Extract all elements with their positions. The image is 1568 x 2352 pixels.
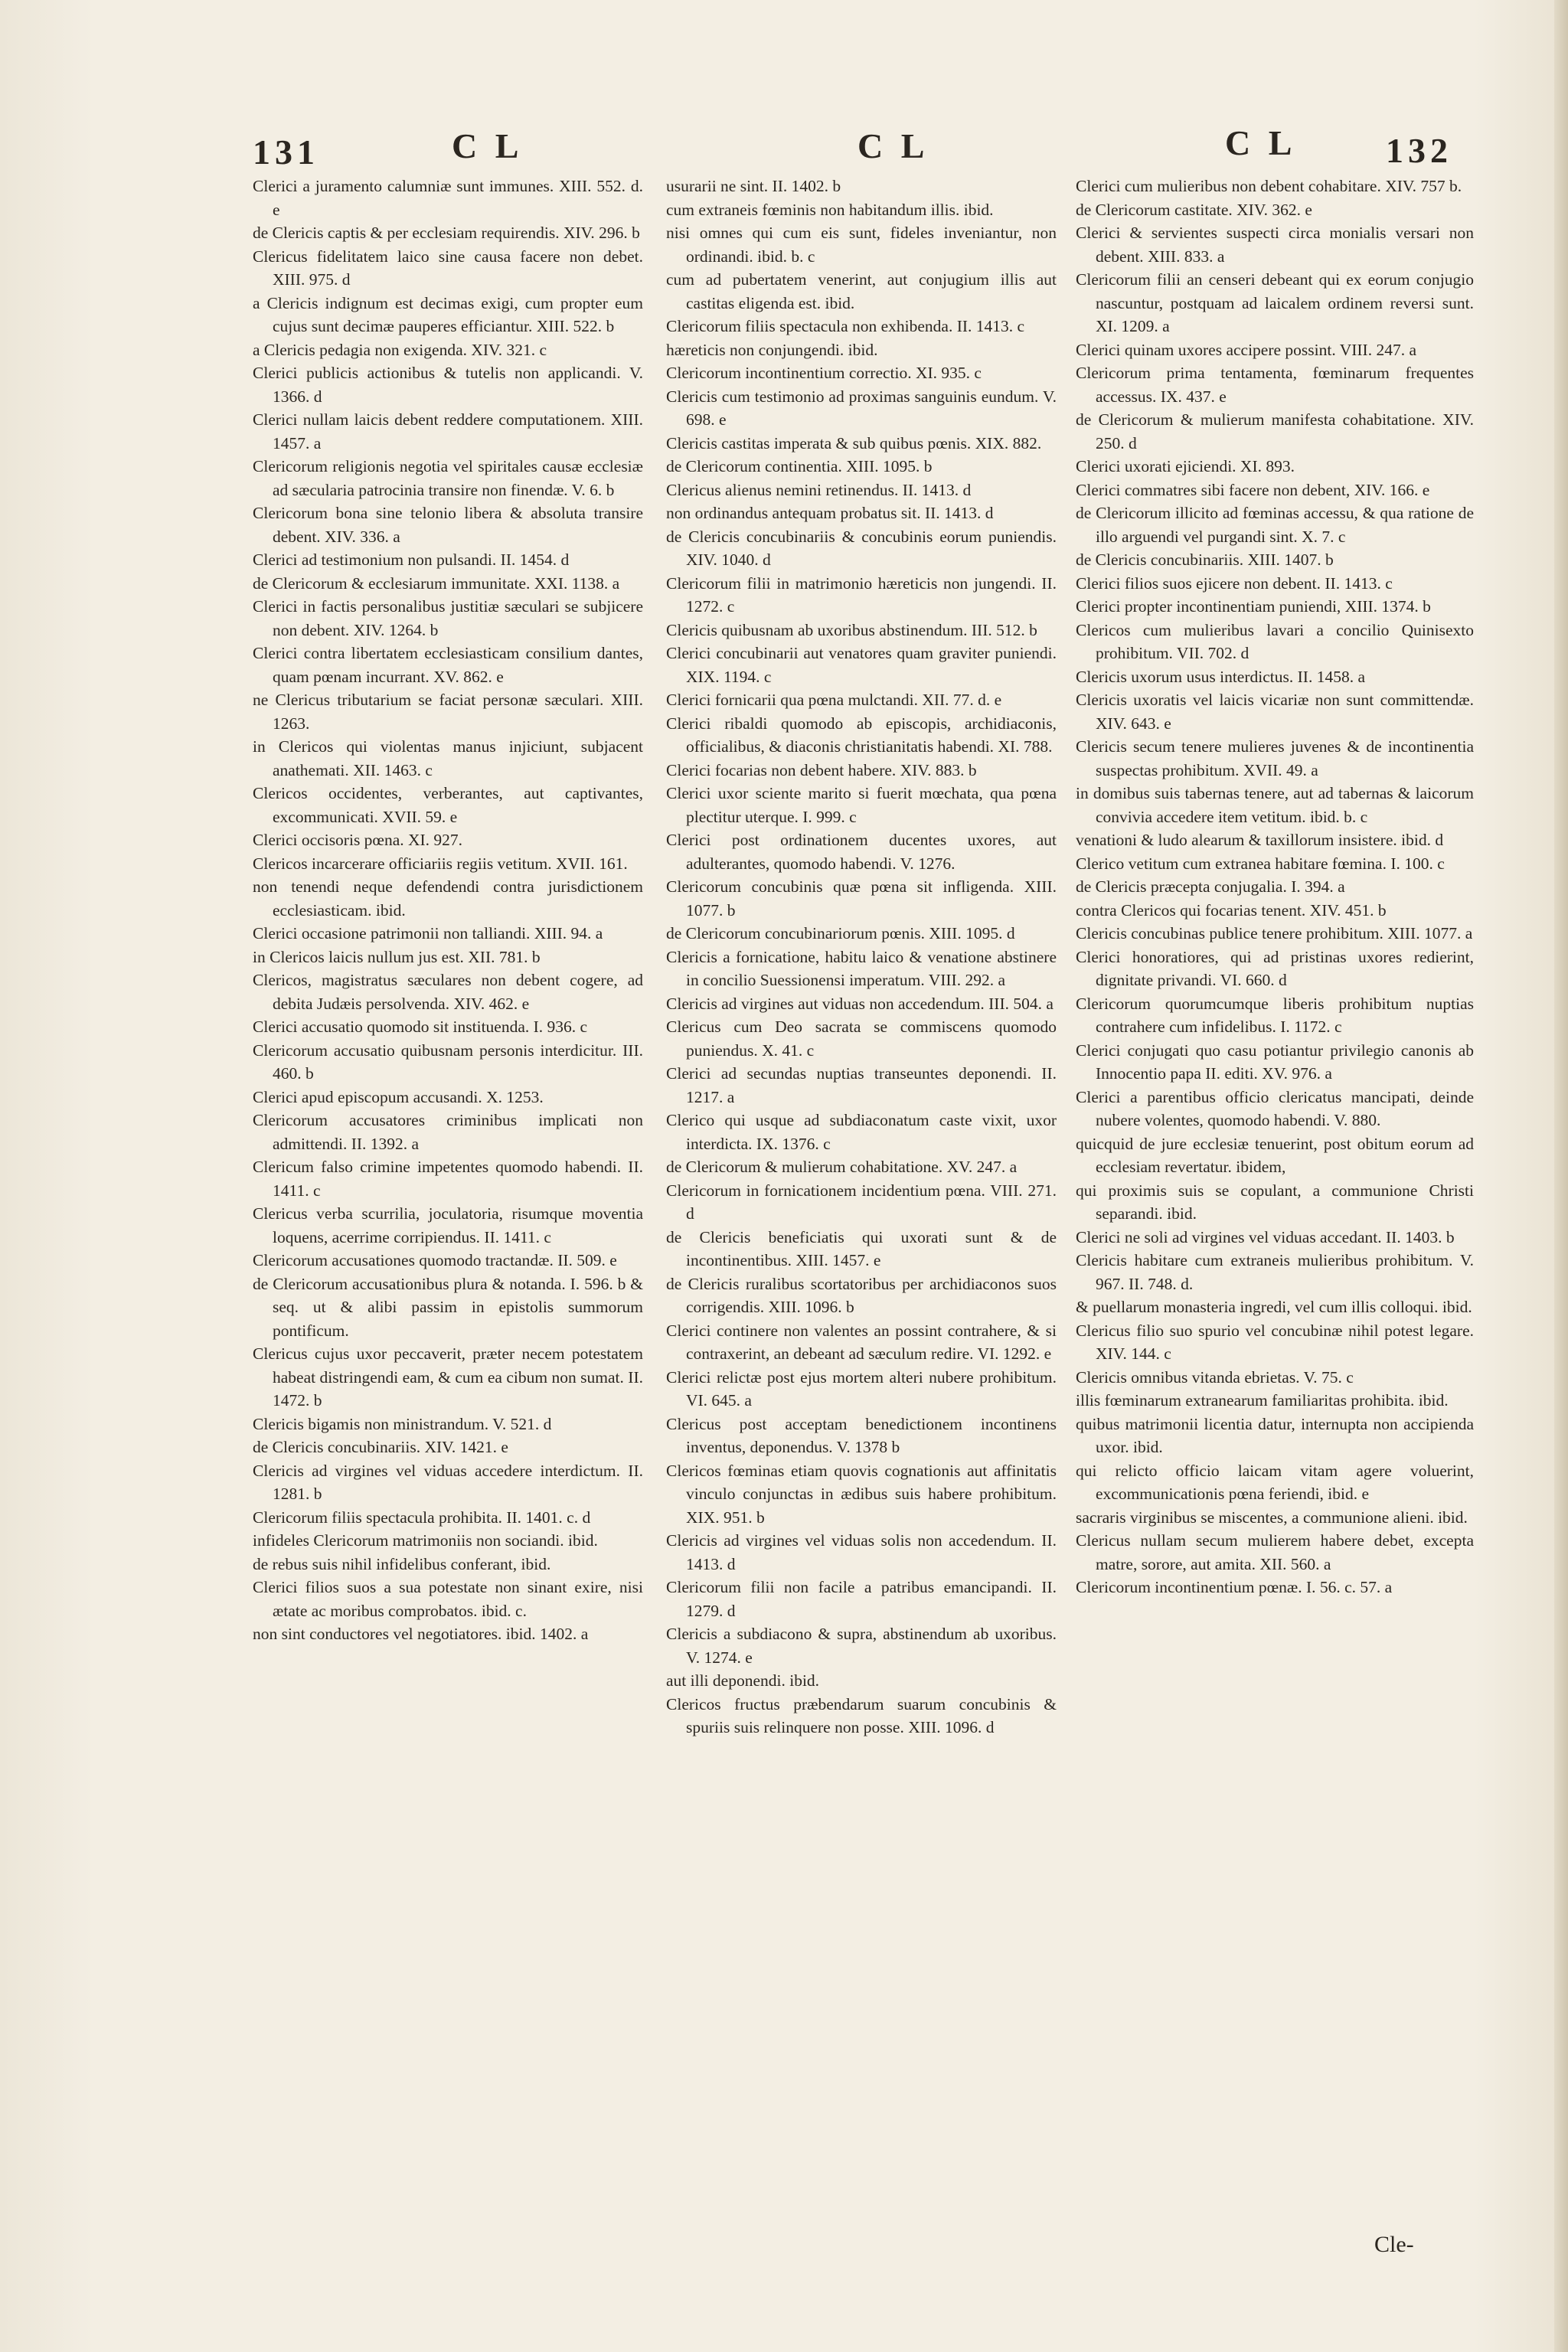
index-entry: Clericorum filiis spectacula non exhibenda. II. 1413. c (666, 317, 1025, 335)
index-entry: Clericorum incontinentium pœnæ. I. 56. c. 57. a (1076, 1578, 1393, 1596)
index-entry: de Clericis concubinariis. XIII. 1407. b (1076, 550, 1334, 569)
index-entry: de Clericorum accusationibus plura & notanda. I. 596. b & seq. ut & alibi passim in epistolis summorum pontificum. (253, 1274, 643, 1340)
index-entry: aut illi deponendi. ibid. (666, 1671, 820, 1690)
page-header (253, 122, 1462, 176)
index-entry: Clericis ad virgines vel viduas accedere interdictum. II. 1281. b (253, 1461, 643, 1503)
index-entry: de Clericis beneficiatis qui uxorati sunt & de incontinentibus. XIII. 1457. e (666, 1227, 1057, 1269)
running-head-center: C L (858, 126, 929, 165)
page-edge (1554, 0, 1568, 2352)
index-entry: de Clericorum & mulierum manifesta cohabitatione. XIV. 250. d (1076, 410, 1474, 452)
index-entry: Clericorum accusationes quomodo tractandæ. II. 509. e (253, 1251, 617, 1269)
index-entry: Clerici ne soli ad virgines vel viduas accedant. II. 1403. b (1076, 1227, 1455, 1246)
index-entry: quicquid de jure ecclesiæ tenuerint, post obitum eorum ad ecclesiam revertatur. ibidem, (1076, 1134, 1474, 1176)
index-entry: Clericus post acceptam benedictionem incontinens inventus, deponendus. V. 1378 b (666, 1414, 1057, 1456)
index-entry: Clericis habitare cum extraneis mulieribus prohibitum. V. 967. II. 748. d. (1076, 1251, 1474, 1293)
index-entry: Clericorum filiis spectacula prohibita. II. 1401. c. d (253, 1508, 591, 1527)
index-entry: Clericorum accusatores criminibus implicati non admittendi. II. 1392. a (253, 1111, 643, 1153)
index-entry: Clerici uxorati ejiciendi. XI. 893. (1076, 457, 1295, 475)
index-entry: Clerici & servientes suspecti circa monialis versari non debent. XIII. 833. a (1076, 224, 1474, 266)
running-head-right: C L (1225, 123, 1297, 162)
index-entry: Clericis quibusnam ab uxoribus abstinendum. III. 512. b (666, 620, 1037, 639)
index-column-1 (253, 175, 643, 2326)
index-entry: Clerici ad secundas nuptias transeuntes deponendi. II. 1217. a (666, 1064, 1057, 1106)
index-entry: Clericorum incontinentium correctio. XI. 935. c (666, 364, 982, 382)
index-entry: illis fœminarum extranearum familiaritas prohibita. ibid. (1076, 1391, 1449, 1410)
index-entry: Clericis uxorum usus interdictus. II. 1458. a (1076, 667, 1365, 686)
running-head-left: C L (452, 126, 524, 165)
index-entry: Clerici cum mulieribus non debent cohabitare. XIV. 757 b. (1076, 177, 1462, 195)
index-entry: de Clericorum illicito ad fœminas accessu, & qua ratione de illo arguendi vel purgandi sint. X. 7. c (1076, 504, 1474, 546)
index-entry: de Clericorum castitate. XIV. 362. e (1076, 200, 1312, 219)
index-entry: Clericos occidentes, verberantes, aut captivantes, excommunicati. XVII. 59. e (253, 784, 643, 826)
index-entry: Clerici propter incontinentiam puniendi, XIII. 1374. b (1076, 597, 1431, 616)
index-entry: contra Clericos qui focarias tenent. XIV. 451. b (1076, 900, 1387, 920)
index-entry: Clerici relictæ post ejus mortem alteri nubere prohibitum. VI. 645. a (666, 1367, 1057, 1410)
index-entry: de Clericis præcepta conjugalia. I. 394. a (1076, 877, 1345, 896)
index-entry: de Clericorum concubinariorum pœnis. XIII. 1095. d (666, 924, 1015, 942)
index-entry: non tenendi neque defendendi contra jurisdictionem ecclesiasticam. ibid. (253, 877, 643, 920)
index-entry: Clerici occasione patrimonii non talliandi. XIII. 94. a (253, 924, 603, 942)
index-entry: Clericis castitas imperata & sub quibus pœnis. XIX. 882. (666, 433, 1042, 452)
index-entry: Clerici filios suos a sua potestate non sinant exire, nisi ætate ac moribus comprobatos. ibid. c. (253, 1578, 643, 1620)
index-entry: Clerici conjugati quo casu potiantur privilegio canonis ab Innocentio papa II. editi. XV. 976. a (1076, 1040, 1474, 1083)
catchword: Cle- (1374, 2232, 1414, 2257)
index-entry: non ordinandus antequam probatus sit. II. 1413. d (666, 504, 994, 522)
index-entry: Clericum falso crimine impetentes quomodo habendi. II. 1411. c (253, 1158, 643, 1200)
index-entry: Clericorum religionis negotia vel spiritales causæ ecclesiæ ad sæcularia patrocinia transire non finendæ. V. 6. b (253, 457, 643, 499)
index-entry: a Clericis indignum est decimas exigi, cum propter eum cujus sunt decimæ pauperes efficiantur. XIII. 522. b (253, 293, 643, 335)
index-columns (253, 175, 1474, 2334)
index-entry: Clerici honoratiores, qui ad pristinas uxores redierint, dignitate privandi. VI. 660. d (1076, 947, 1474, 989)
index-entry: Clericorum filii non facile a patribus emancipandi. II. 1279. d (666, 1578, 1057, 1620)
index-entry: Clericis a subdiacono & supra, abstinendum ab uxoribus. V. 1274. e (666, 1625, 1057, 1667)
index-entry: Clericos cum mulieribus lavari a concilio Quinisexto prohibitum. VII. 702. d (1076, 620, 1474, 662)
index-column-3 (1076, 175, 1474, 2326)
index-entry: non sint conductores vel negotiatores. ibid. 1402. a (253, 1625, 589, 1643)
index-entry: Clericus nullam secum mulierem habere debet, excepta matre, sorore, aut amita. XII. 560. a (1076, 1531, 1474, 1573)
index-entry: Clerici post ordinationem ducentes uxores, aut adulterantes, quomodo habendi. V. 1276. (666, 831, 1057, 873)
index-entry: Clerici nullam laicis debent reddere computationem. XIII. 1457. a (253, 410, 643, 452)
index-entry: Clerici filios suos ejicere non debent. II. 1413. c (1076, 573, 1393, 593)
index-entry: quibus matrimonii licentia datur, internupta non accipienda uxor. ibid. (1076, 1414, 1474, 1456)
index-entry: a Clericis pedagia non exigenda. XIV. 321. c (253, 340, 547, 359)
index-entry: Clerici in factis personalibus justitiæ sæculari se subjicere non debent. XIV. 1264. b (253, 597, 643, 639)
index-entry: Clericus verba scurrilia, joculatoria, risumque moventia loquens, acerrime corripiendus. II. 1411. c (253, 1204, 643, 1246)
index-entry: hæreticis non conjungendi. ibid. (666, 340, 878, 359)
index-entry: qui proximis suis se copulant, a communione Christi separandi. ibid. (1076, 1181, 1474, 1223)
index-entry: & puellarum monasteria ingredi, vel cum illis colloqui. ibid. (1076, 1298, 1472, 1316)
index-entry: infideles Clericorum matrimoniis non sociandi. ibid. (253, 1531, 598, 1550)
index-entry: Clerici concubinarii aut venatores quam graviter puniendi. XIX. 1194. c (666, 644, 1057, 686)
index-entry: Clericus cum Deo sacrata se commiscens quomodo puniendus. X. 41. c (666, 1018, 1057, 1060)
index-entry: Clerici focarias non debent habere. XIV. 883. b (666, 760, 977, 779)
index-entry: Clerici quinam uxores accipere possint. VIII. 247. a (1076, 340, 1417, 359)
index-entry: Clericorum bona sine telonio libera & absoluta transire debent. XIV. 336. a (253, 504, 643, 546)
index-entry: de rebus suis nihil infidelibus conferant, ibid. (253, 1554, 551, 1573)
index-entry: sacraris virginibus se miscentes, a communione alieni. ibid. (1076, 1508, 1468, 1527)
index-entry: Clericis omnibus vitanda ebrietas. V. 75. c (1076, 1367, 1354, 1387)
index-entry: in domibus suis tabernas tenere, aut ad tabernas & laicorum convivia accedere item vetitum. ibid. b. c (1076, 784, 1474, 826)
index-entry: Clericos fœminas etiam quovis cognationis aut affinitatis vinculo conjunctas in ædibus suis habere prohibitum. XIX. 951. b (666, 1461, 1057, 1527)
index-entry: de Clericorum & mulierum cohabitatione. XV. 247. a (666, 1158, 1018, 1176)
index-entry: de Clericis captis & per ecclesiam requirendis. XIV. 296. b (253, 224, 640, 242)
index-entry: Clericos fructus præbendarum suarum concubinis & spuriis suis relinquere non posse. XIII. 1096. d (666, 1694, 1057, 1736)
index-entry: Clericis uxoratis vel laicis vicariæ non sunt committendæ. XIV. 643. e (1076, 691, 1474, 733)
index-entry: in Clericos laicis nullum jus est. XII. 781. b (253, 947, 541, 966)
index-entry: Clericis secum tenere mulieres juvenes & de incontinentia suspectas prohibitum. XVII. 49. a (1076, 737, 1474, 779)
index-entry: Clericis concubinas publice tenere prohibitum. XIII. 1077. a (1076, 924, 1473, 942)
page-number-left: 131 (253, 132, 319, 172)
index-entry: Clerici occisoris pœna. XI. 927. (253, 831, 463, 849)
index-entry: Clerici a juramento calumniæ sunt immunes. XIII. 552. d. e (253, 177, 643, 219)
index-entry: nisi omnes qui cum eis sunt, fideles inveniantur, non ordinandi. ibid. b. c (666, 224, 1057, 266)
index-entry: Clericorum filii in matrimonio hæreticis non jungendi. II. 1272. c (666, 573, 1057, 616)
index-entry: Clericis bigamis non ministrandum. V. 521. d (253, 1414, 552, 1433)
index-entry: Clericorum concubinis quæ pœna sit infligenda. XIII. 1077. b (666, 877, 1057, 920)
index-entry: Clericis a fornicatione, habitu laico & venatione abstinere in concilio Suessionensi imperatum. VIII. 292. a (666, 947, 1057, 989)
index-entry: usurarii ne sint. II. 1402. b (666, 177, 841, 195)
index-entry: Clerici apud episcopum accusandi. X. 1253. (253, 1087, 544, 1106)
index-entry: Clerici continere non valentes an possint contrahere, & si contraxerint, an debeant ad sæculum redire. VI. 1292. e (666, 1321, 1057, 1363)
index-entry: Clericos, magistratus sæculares non debent cogere, ad debita Judæis persolvenda. XIV. 462. e (253, 971, 643, 1013)
index-entry: in Clericos qui violentas manus injiciunt, subjacent anathemati. XII. 1463. c (253, 737, 643, 779)
index-entry: Clericorum quorumcumque liberis prohibitum nuptias contrahere cum infidelibus. I. 1172. c (1076, 994, 1474, 1036)
index-entry: Clericis cum testimonio ad proximas sanguinis eundum. V. 698. e (666, 387, 1057, 429)
index-column-2 (666, 175, 1057, 2326)
index-entry: Clericorum in fornicationem incidentium pœna. VIII. 271. d (666, 1181, 1057, 1223)
index-entry: Clerico vetitum cum extranea habitare fœmina. I. 100. c (1076, 854, 1445, 873)
index-entry: de Clericis ruralibus scortatoribus per archidiaconos suos corrigendis. XIII. 1096. b (666, 1274, 1057, 1316)
index-entry: ne Clericus tributarium se faciat personæ sæculari. XIII. 1263. (253, 691, 643, 733)
index-entry: Clerici ribaldi quomodo ab episcopis, archidiaconis, officialibus, & diaconis christianitatis habendi. XI. 788. (666, 714, 1057, 756)
index-entry: cum ad pubertatem venerint, aut conjugium illis aut castitas eligenda est. ibid. (666, 270, 1057, 312)
page-number-right: 132 (1386, 131, 1452, 170)
index-entry: Clericis ad virgines aut viduas non accedendum. III. 504. a (666, 994, 1054, 1013)
index-entry: Clericos incarcerare officiariis regiis vetitum. XVII. 161. (253, 854, 628, 873)
index-entry: Clerico qui usque ad subdiaconatum caste vixit, uxor interdicta. IX. 1376. c (666, 1111, 1057, 1153)
index-entry: qui relicto officio laicam vitam agere voluerint, excommunicationis pœna feriendi, ibid. e (1076, 1461, 1474, 1503)
index-entry: Clerici a parentibus officio clericatus mancipati, deinde nubere volentes, quomodo habendi. V. 880. (1076, 1087, 1474, 1129)
index-entry: de Clericis concubinariis. XIV. 1421. e (253, 1438, 508, 1456)
index-entry: cum extraneis fœminis non habitandum illis. ibid. (666, 200, 994, 219)
index-entry: Clericus filio suo spurio vel concubinæ nihil potest legare. XIV. 144. c (1076, 1321, 1474, 1363)
index-entry: Clericorum accusatio quibusnam personis interdicitur. III. 460. b (253, 1040, 643, 1083)
index-entry: Clericus alienus nemini retinendus. II. 1413. d (666, 480, 972, 499)
index-entry: venationi & ludo alearum & taxillorum insistere. ibid. d (1076, 831, 1444, 849)
index-entry: Clerici commatres sibi facere non debent, XIV. 166. e (1076, 480, 1430, 499)
index-entry: Clericus cujus uxor peccaverit, præter necem potestatem habeat distringendi eam, & cum ea cibum non sumat. II. 1472. b (253, 1344, 643, 1410)
index-entry: Clerici publicis actionibus & tutelis non applicandi. V. 1366. d (253, 364, 643, 406)
index-entry: Clericorum prima tentamenta, fœminarum frequentes accessus. IX. 437. e (1076, 364, 1474, 406)
index-entry: Clericorum filii an censeri debeant qui ex eorum conjugio nascuntur, postquam ad laicalem ordinem reversi sunt. XI. 1209. a (1076, 270, 1474, 335)
index-entry: Clerici accusatio quomodo sit instituenda. I. 936. c (253, 1018, 588, 1036)
index-entry: Clericis ad virgines vel viduas solis non accedendum. II. 1413. d (666, 1531, 1057, 1573)
index-entry: de Clericorum & ecclesiarum immunitate. XXI. 1138. a (253, 573, 620, 593)
index-entry: Clerici ad testimonium non pulsandi. II. 1454. d (253, 550, 570, 569)
index-entry: de Clericis concubinariis & concubinis eorum puniendis. XIV. 1040. d (666, 527, 1057, 569)
index-entry: Clericus fidelitatem laico sine causa facere non debet. XIII. 975. d (253, 247, 643, 289)
index-entry: Clerici fornicarii qua pœna mulctandi. XII. 77. d. e (666, 691, 1002, 709)
index-entry: Clerici uxor sciente marito si fuerit mœchata, qua pœna plectitur uterque. I. 999. c (666, 784, 1057, 826)
index-entry: Clerici contra libertatem ecclesiasticam consilium dantes, quam pœnam incurrant. XV. 862. e (253, 644, 643, 686)
index-entry: de Clericorum continentia. XIII. 1095. b (666, 457, 933, 475)
